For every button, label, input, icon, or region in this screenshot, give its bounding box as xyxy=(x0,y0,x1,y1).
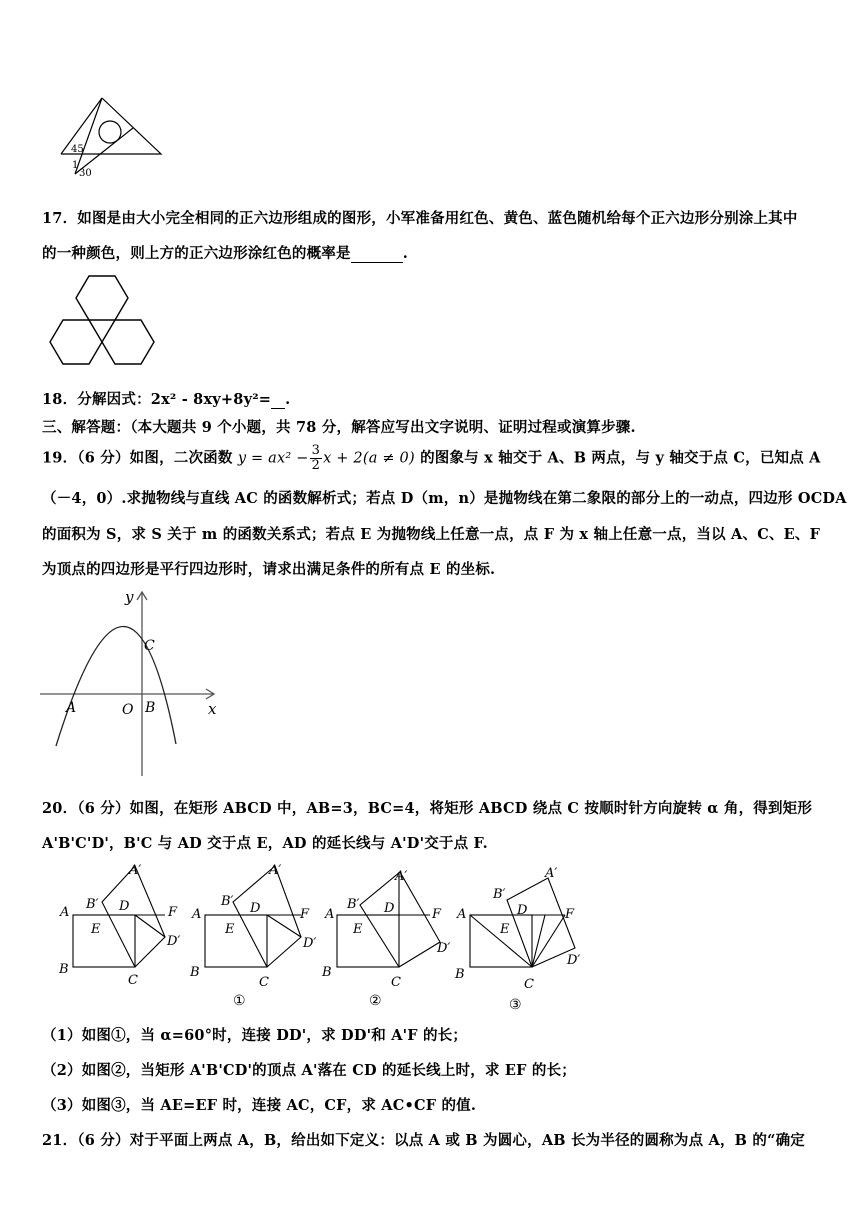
q16-triangle-figure xyxy=(55,92,175,182)
q19-prefix: 19．（6 分）如图，二次函数 xyxy=(42,449,233,467)
q17-line1: 17．如图是由大小完全相同的正六边形组成的图形，小军准备用红色、黄色、蓝色随机给每个正六边形分别涂上其中 xyxy=(42,210,798,227)
q20-sub2: （2）如图②，当矩形 A'B'CD'的顶点 A'落在 CD 的延长线上时，求 EF 的长； xyxy=(42,1062,576,1079)
fig3-B1: B′ xyxy=(347,897,360,912)
fig1-C: C xyxy=(128,973,138,988)
fig3-E: E xyxy=(353,922,363,937)
q17-hexagon-figure xyxy=(46,270,158,374)
q19-frac-num: 3 xyxy=(311,443,321,458)
fig4-A1: A′ xyxy=(545,866,558,881)
fig4-D: D xyxy=(517,903,528,918)
q19-frac-den: 2 xyxy=(311,458,321,473)
graph-label-A: A xyxy=(66,700,77,716)
q17-line2-end: . xyxy=(402,245,408,262)
q20-sub1: （1）如图①，当 α=60°时，连接 DD'，求 DD'和 A'F 的长； xyxy=(42,1027,468,1044)
q19-line3: 的面积为 S，求 S 关于 m 的函数关系式；若点 E 为抛物线上任意一点，点 F 为 x 轴上任意一点，当以 A、C、E、F xyxy=(42,526,821,543)
q17-line2-text: 的一种颜色，则上方的正六边形涂红色的概率是 xyxy=(42,245,351,262)
fig4-B: B xyxy=(455,967,465,982)
fig1-caption: ① xyxy=(233,993,246,1009)
fig3-F: F xyxy=(432,907,442,922)
graph-label-B: B xyxy=(145,700,156,716)
q16-angle-45: 45 xyxy=(71,144,84,155)
fig1-B: B xyxy=(59,962,69,977)
fig1-F: F xyxy=(168,905,178,920)
q19-parabola-graph xyxy=(38,588,228,780)
q19-suffix: 的图象与 x 轴交于 A、B 两点，与 y 轴交于点 C，已知点 A xyxy=(420,449,821,467)
q17-line2 xyxy=(42,242,408,263)
q21-line1: 21．（6 分）对于平面上两点 A，B，给出如下定义：以点 A 或 B 为圆心，AB 长为半径的圆称为点 A，B 的“确定 xyxy=(42,1132,806,1149)
q16-angle-label-1: 1 xyxy=(72,160,79,171)
fig4-D1: D′ xyxy=(567,953,581,968)
q19-line2: （－4，0）.求抛物线与直线 AC 的函数解析式；若点 D（m，n）是抛物线在第二象限的部分上的一动点，四边形 OCDA xyxy=(42,490,847,507)
q20-rotation-figures xyxy=(55,860,595,1015)
fig1-A: A xyxy=(60,905,70,920)
q18-text: 18．分解因式：2x² - 8xy+8y²= xyxy=(42,391,272,408)
graph-label-O: O xyxy=(122,702,134,718)
q19-line1 xyxy=(42,444,821,473)
fig2-E: E xyxy=(225,922,235,937)
fig4-F: F xyxy=(565,907,575,922)
q19-formula-b: x + 2(a ≠ 0) xyxy=(323,450,415,467)
graph-label-C: C xyxy=(144,638,155,654)
q17-answer-blank xyxy=(351,245,403,263)
fig2-D: D xyxy=(250,901,261,916)
fig3-C: C xyxy=(391,975,401,990)
fig1-D: D xyxy=(119,899,130,914)
q18-end: . xyxy=(285,391,291,408)
q20-line2: A'B'C'D'，B'C 与 AD 交于点 E，AD 的延长线与 A'D'交于点 F. xyxy=(42,835,488,852)
q16-angle-30: 30 xyxy=(79,168,92,179)
fig3-A1: A′ xyxy=(395,869,408,884)
fig1-D1: D′ xyxy=(167,934,181,949)
fig4-E: E xyxy=(500,922,510,937)
fig1-B1: B′ xyxy=(86,897,99,912)
fig3-D1: D′ xyxy=(437,941,451,956)
fig1-E: E xyxy=(91,922,101,937)
q20-sub3: （3）如图③，当 AE=EF 时，连接 AC，CF，求 AC•CF 的值. xyxy=(42,1097,477,1114)
q19-formula-a: y = ax² − xyxy=(237,450,309,467)
q20-line1: 20．（6 分）如图，在矩形 ABCD 中，AB=3，BC=4，将矩形 ABCD 绕点 C 按顺时针方向旋转 α 角，得到矩形 xyxy=(42,800,813,817)
fig2-C: C xyxy=(259,975,269,990)
graph-label-y: y xyxy=(125,588,134,606)
fig3-B: B xyxy=(322,965,332,980)
fig3-A: A xyxy=(325,907,335,922)
fig4-B1: B′ xyxy=(493,887,506,902)
q18-line xyxy=(42,388,290,409)
q19-line4: 为顶点的四边形是平行四边形时，请求出满足条件的所有点 E 的坐标. xyxy=(42,561,496,578)
q18-answer-blank xyxy=(271,391,285,409)
fig2-F: F xyxy=(300,907,310,922)
fig3-caption: ③ xyxy=(509,997,522,1013)
fig2-B1: B′ xyxy=(221,894,234,909)
graph-label-x: x xyxy=(208,700,217,718)
fig2-A: A xyxy=(192,907,202,922)
fig3-D: D xyxy=(384,901,395,916)
fig2-caption: ② xyxy=(369,993,382,1009)
fig2-B: B xyxy=(190,965,200,980)
fig4-C: C xyxy=(524,977,534,992)
fig2-A1: A′ xyxy=(269,863,282,878)
fig4-A: A xyxy=(457,907,467,922)
fig2-D1: D′ xyxy=(303,936,317,951)
fig1-A1: A′ xyxy=(129,863,142,878)
q19-fraction xyxy=(310,444,322,473)
section3-heading: 三、解答题：（本大题共 9 个小题，共 78 分，解答应写出文字说明、证明过程或演算步骤. xyxy=(42,419,636,436)
